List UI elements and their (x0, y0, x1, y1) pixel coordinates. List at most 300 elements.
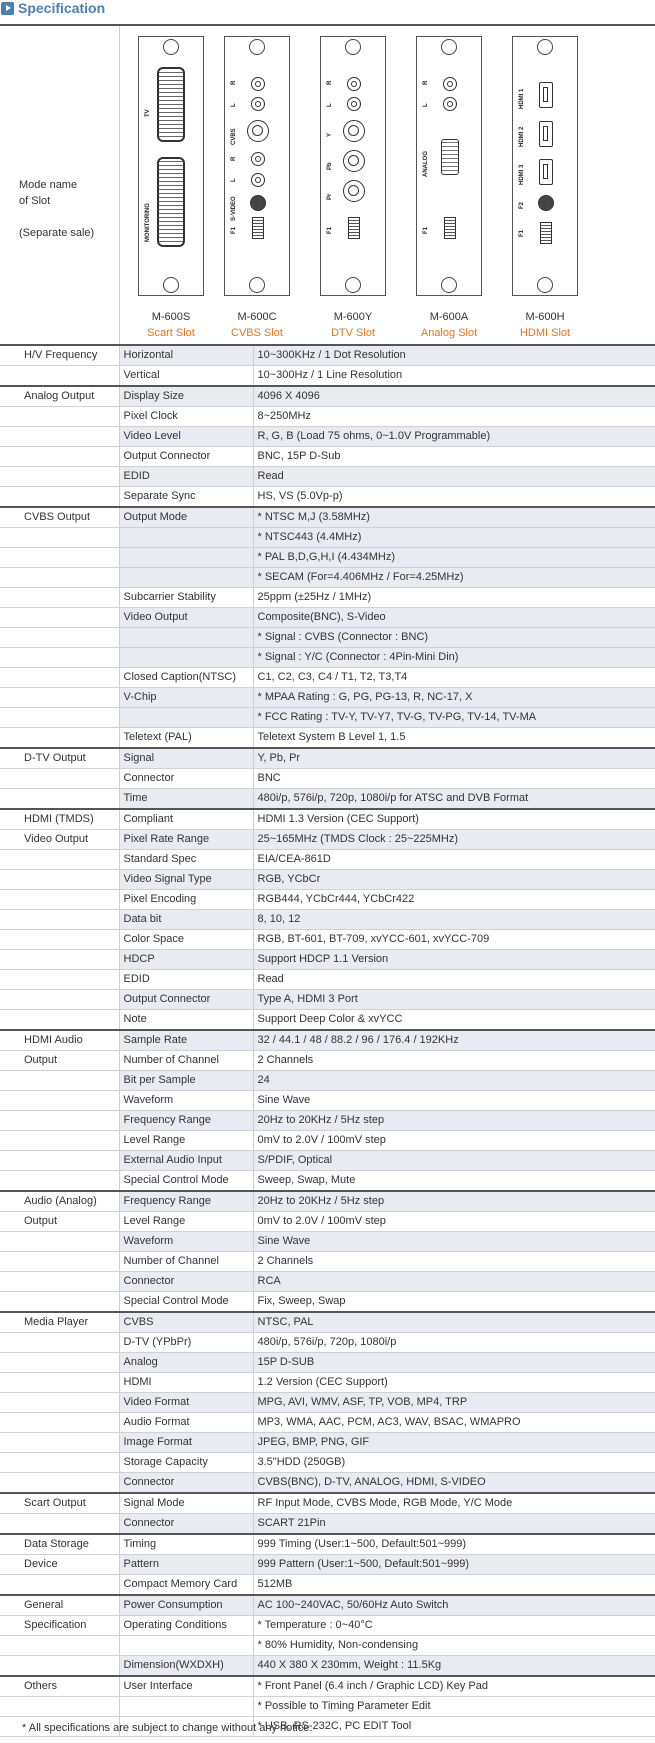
slot-type: HDMI Slot (519, 327, 571, 339)
rca-jack-icon (251, 97, 265, 111)
spec-row (0, 890, 655, 910)
section-name: D-TV Output (0, 748, 119, 769)
spec-value: RGB, BT-601, BT-709, xvYCC-601, xvYCC-709 (253, 930, 655, 950)
port-label: HDMI 1 (519, 88, 525, 109)
slot-panel (0, 26, 655, 346)
spec-row (0, 1051, 655, 1071)
spec-value: * NTSC443 (4.4MHz) (253, 528, 655, 548)
mode-name-line: of Slot (19, 195, 51, 207)
slot-caption (399, 309, 499, 341)
spec-value: JPEG, BMP, PNG, GIF (253, 1433, 655, 1453)
spec-value: 512MB (253, 1575, 655, 1596)
section-name (0, 1333, 119, 1353)
spec-label: CVBS (119, 1312, 253, 1333)
slot-caption (495, 309, 595, 341)
spec-value: * USB, RS-232C, PC EDIT Tool (253, 1717, 655, 1737)
spec-value: HDMI 1.3 Version (CEC Support) (253, 809, 655, 830)
spec-label: Video Format (119, 1393, 253, 1413)
port-label: R (423, 80, 429, 85)
section-name: Device (0, 1555, 119, 1575)
ribbon-connector-icon (252, 217, 264, 239)
section-name (0, 1636, 119, 1656)
spec-row (0, 1091, 655, 1111)
slot-type: CVBS Slot (231, 327, 283, 339)
port-label: CVBS (231, 128, 237, 145)
spec-value: * Front Panel (6.4 inch / Graphic LCD) Key Pad (253, 1676, 655, 1697)
spec-label: Storage Capacity (119, 1453, 253, 1473)
spec-value: RCA (253, 1272, 655, 1292)
spec-value: Y, Pb, Pr (253, 748, 655, 769)
spec-label: Output Connector (119, 990, 253, 1010)
spec-value: C1, C2, C3, C4 / T1, T2, T3,T4 (253, 668, 655, 688)
section-name (0, 910, 119, 930)
spec-row (0, 1272, 655, 1292)
spec-label: D-TV (YPbPr) (119, 1333, 253, 1353)
spec-label: Power Consumption (119, 1595, 253, 1616)
section-name (0, 467, 119, 487)
section-name (0, 407, 119, 427)
scart-connector-icon (157, 157, 185, 247)
section-name (0, 1010, 119, 1031)
spec-value: * Possible to Timing Parameter Edit (253, 1697, 655, 1717)
spec-value: * NTSC M,J (3.58MHz) (253, 507, 655, 528)
spec-row (0, 1534, 655, 1555)
section-name (0, 608, 119, 628)
spec-value: 20Hz to 20KHz / 5Hz step (253, 1111, 655, 1131)
spec-row (0, 628, 655, 648)
spec-row (0, 467, 655, 487)
section-name (0, 628, 119, 648)
spec-row (0, 1111, 655, 1131)
spec-row (0, 507, 655, 528)
spec-value: 999 Pattern (User:1~500, Default:501~999) (253, 1555, 655, 1575)
spec-label: Number of Channel (119, 1252, 253, 1272)
spec-value: 999 Timing (User:1~500, Default:501~999) (253, 1534, 655, 1555)
ribbon-connector-icon (540, 222, 552, 244)
spec-value: 25ppm (±25Hz / 1MHz) (253, 588, 655, 608)
spec-value: RF Input Mode, CVBS Mode, RGB Mode, Y/C Mode (253, 1493, 655, 1514)
spec-label: Compliant (119, 809, 253, 830)
section-name (0, 427, 119, 447)
section-name (0, 1171, 119, 1192)
mount-hole (441, 277, 457, 293)
spec-label: Level Range (119, 1212, 253, 1232)
spec-label: Connector (119, 1473, 253, 1494)
mini-din-icon (250, 195, 266, 211)
spec-row (0, 1453, 655, 1473)
spec-value: 8~250MHz (253, 407, 655, 427)
spec-row (0, 809, 655, 830)
spec-label (119, 548, 253, 568)
spec-row (0, 1353, 655, 1373)
spec-label (119, 1636, 253, 1656)
spec-label (119, 568, 253, 588)
spec-value: 0mV to 2.0V / 100mV step (253, 1212, 655, 1232)
spec-value: MP3, WMA, AAC, PCM, AC3, WAV, BSAC, WMAPRO (253, 1413, 655, 1433)
section-name (0, 1575, 119, 1596)
spec-row (0, 728, 655, 749)
section-name (0, 1071, 119, 1091)
slot-card-dtv (320, 36, 386, 296)
spec-label: Teletext (PAL) (119, 728, 253, 749)
section-name (0, 1656, 119, 1677)
spec-label: Special Control Mode (119, 1292, 253, 1313)
port-label: MONITORING (145, 203, 151, 242)
spec-value: Support Deep Color & xvYCC (253, 1010, 655, 1031)
spec-row (0, 1030, 655, 1051)
rca-jack-icon (347, 97, 361, 111)
port-label: R (231, 156, 237, 161)
spec-label: Video Output (119, 608, 253, 628)
slot-model: M-600C (237, 311, 277, 323)
port-label: F2 (519, 201, 525, 209)
mode-name-line: (Separate sale) (19, 227, 95, 239)
section-name (0, 1697, 119, 1717)
spec-row (0, 568, 655, 588)
spec-row (0, 447, 655, 467)
spec-value: * Signal : Y/C (Connector : 4Pin-Mini Din) (253, 648, 655, 668)
spec-row (0, 487, 655, 508)
spec-row (0, 688, 655, 708)
mount-hole (441, 39, 457, 55)
spec-value: * Temperature : 0~40°C (253, 1616, 655, 1636)
rca-jack-icon (251, 173, 265, 187)
spec-row (0, 789, 655, 810)
spec-row (0, 588, 655, 608)
spec-row (0, 427, 655, 447)
spec-label: Output Connector (119, 447, 253, 467)
hdmi-port-icon (539, 159, 553, 185)
spec-value: 480i/p, 576i/p, 720p, 1080i/p (253, 1333, 655, 1353)
spec-value: Composite(BNC), S-Video (253, 608, 655, 628)
section-name: CVBS Output (0, 507, 119, 528)
section-name (0, 1272, 119, 1292)
spec-label: Dimension(WXDXH) (119, 1656, 253, 1677)
spec-row (0, 1676, 655, 1697)
section-name (0, 930, 119, 950)
section-name (0, 708, 119, 728)
rca-jack-icon (347, 77, 361, 91)
section-name (0, 1473, 119, 1494)
spec-row (0, 870, 655, 890)
port-label: HDMI 3 (519, 164, 525, 185)
port-label: F1 (327, 226, 333, 234)
port-label: Pr (327, 193, 333, 200)
port-label: L (231, 178, 237, 182)
spec-value: RGB444, YCbCr444, YCbCr422 (253, 890, 655, 910)
spec-row (0, 345, 655, 366)
slot-model: M-600H (525, 311, 565, 323)
spec-row (0, 1433, 655, 1453)
port-label: S-VIDEO (231, 196, 237, 221)
spec-value: Fix, Sweep, Swap (253, 1292, 655, 1313)
section-name (0, 1514, 119, 1535)
spec-value: 8, 10, 12 (253, 910, 655, 930)
spec-label: Special Control Mode (119, 1171, 253, 1192)
spec-label: Pixel Clock (119, 407, 253, 427)
spec-label: V-Chip (119, 688, 253, 708)
port-label: HDMI 2 (519, 126, 525, 147)
spec-label: Level Range (119, 1131, 253, 1151)
port-label: R (327, 80, 333, 85)
spec-row (0, 1697, 655, 1717)
spec-value: 15P D-SUB (253, 1353, 655, 1373)
slot-caption (121, 309, 221, 341)
spec-row (0, 1636, 655, 1656)
spec-label: Video Signal Type (119, 870, 253, 890)
port-label: Y (327, 132, 333, 137)
spec-value: Sine Wave (253, 1091, 655, 1111)
section-name (0, 1091, 119, 1111)
spec-row (0, 1473, 655, 1494)
spec-label: Signal Mode (119, 1493, 253, 1514)
section-name (0, 1393, 119, 1413)
spec-row (0, 366, 655, 387)
spec-label: EDID (119, 467, 253, 487)
spec-row (0, 1131, 655, 1151)
spec-label: HDCP (119, 950, 253, 970)
spec-label: Frequency Range (119, 1191, 253, 1212)
spec-value: CVBS(BNC), D-TV, ANALOG, HDMI, S-VIDEO (253, 1473, 655, 1494)
spec-row (0, 1071, 655, 1091)
spec-value: 20Hz to 20KHz / 5Hz step (253, 1191, 655, 1212)
spec-label: Signal (119, 748, 253, 769)
spec-row (0, 1595, 655, 1616)
hdmi-port-icon (539, 121, 553, 147)
section-name: Others (0, 1676, 119, 1697)
section-name (0, 588, 119, 608)
spec-value: BNC (253, 769, 655, 789)
mount-hole (249, 39, 265, 55)
port-label: L (423, 103, 429, 107)
spec-label: External Audio Input (119, 1151, 253, 1171)
spec-label: Connector (119, 1514, 253, 1535)
spec-label: Time (119, 789, 253, 810)
spec-value: EIA/CEA-861D (253, 850, 655, 870)
spec-row (0, 528, 655, 548)
spec-row (0, 1393, 655, 1413)
mount-hole (163, 277, 179, 293)
spec-row (0, 990, 655, 1010)
section-name: Data Storage (0, 1534, 119, 1555)
section-name (0, 728, 119, 749)
spec-label: Timing (119, 1534, 253, 1555)
spec-row (0, 1555, 655, 1575)
section-name (0, 487, 119, 508)
spec-value: * SECAM (For=4.406MHz / For=4.25MHz) (253, 568, 655, 588)
footnote: * All specifications are subject to change without any notice. (22, 1722, 313, 1734)
spec-value: Sweep, Swap, Mute (253, 1171, 655, 1192)
section-name: HDMI (TMDS) (0, 809, 119, 830)
spec-value: HS, VS (5.0Vp-p) (253, 487, 655, 508)
spec-row (0, 1373, 655, 1393)
spec-row (0, 1212, 655, 1232)
slot-type: Scart Slot (147, 327, 195, 339)
spec-value: Type A, HDMI 3 Port (253, 990, 655, 1010)
spec-row (0, 1493, 655, 1514)
section-name: Audio (Analog) (0, 1191, 119, 1212)
spec-label: Compact Memory Card (119, 1575, 253, 1596)
spec-value: SCART 21Pin (253, 1514, 655, 1535)
spec-row (0, 1413, 655, 1433)
spec-value: Support HDCP 1.1 Version (253, 950, 655, 970)
spec-row (0, 1010, 655, 1031)
section-name: Analog Output (0, 386, 119, 407)
section-name (0, 668, 119, 688)
spec-row (0, 548, 655, 568)
port-label: F1 (519, 229, 525, 237)
mount-hole (537, 277, 553, 293)
section-name (0, 1111, 119, 1131)
spec-label: Subcarrier Stability (119, 588, 253, 608)
slot-card-analog (416, 36, 482, 296)
section-name: Output (0, 1212, 119, 1232)
mode-name-label (19, 177, 94, 241)
spec-value: * PAL B,D,G,H,I (4.434MHz) (253, 548, 655, 568)
spec-row (0, 608, 655, 628)
spec-label: EDID (119, 970, 253, 990)
spec-value: 3.5"HDD (250GB) (253, 1453, 655, 1473)
section-name: Output (0, 1051, 119, 1071)
section-name (0, 688, 119, 708)
port-label: R (231, 80, 237, 85)
hdmi-port-icon (539, 82, 553, 108)
section-name (0, 1453, 119, 1473)
rca-jack-icon (443, 77, 457, 91)
spec-value: Read (253, 467, 655, 487)
spec-row (0, 850, 655, 870)
spec-label: Pattern (119, 1555, 253, 1575)
section-name (0, 850, 119, 870)
spec-label: Note (119, 1010, 253, 1031)
spec-label: Standard Spec (119, 850, 253, 870)
spec-value: NTSC, PAL (253, 1312, 655, 1333)
spec-value: 440 X 380 X 230mm, Weight : 11.5Kg (253, 1656, 655, 1677)
spec-value: Sine Wave (253, 1232, 655, 1252)
spec-value: 2 Channels (253, 1252, 655, 1272)
spec-row (0, 1151, 655, 1171)
spec-row (0, 1171, 655, 1192)
spec-label: Sample Rate (119, 1030, 253, 1051)
spec-label: Video Level (119, 427, 253, 447)
spec-label: Color Space (119, 930, 253, 950)
spec-value: 24 (253, 1071, 655, 1091)
spec-row (0, 1514, 655, 1535)
spec-value: 0mV to 2.0V / 100mV step (253, 1131, 655, 1151)
spec-value: * FCC Rating : TV-Y, TV-Y7, TV-G, TV-PG, TV-14, TV-MA (253, 708, 655, 728)
section-name (0, 528, 119, 548)
spec-row (0, 407, 655, 427)
port-label: Pb (327, 162, 333, 170)
spec-label: Operating Conditions (119, 1616, 253, 1636)
spec-value: 480i/p, 576i/p, 720p, 1080i/p for ATSC and DVB Format (253, 789, 655, 810)
page-header (0, 0, 655, 22)
spec-value: BNC, 15P D-Sub (253, 447, 655, 467)
spec-label: Waveform (119, 1232, 253, 1252)
spec-row (0, 748, 655, 769)
spec-value: 25~165MHz (TMDS Clock : 25~225MHz) (253, 830, 655, 850)
section-name (0, 990, 119, 1010)
section-name (0, 1131, 119, 1151)
section-name (0, 970, 119, 990)
spec-row (0, 386, 655, 407)
spec-row (0, 769, 655, 789)
section-name (0, 1373, 119, 1393)
port-label: TV (145, 109, 151, 117)
section-name: Video Output (0, 830, 119, 850)
slot-caption (303, 309, 403, 341)
slot-type: DTV Slot (330, 327, 375, 339)
slot-card-scart (138, 36, 204, 296)
spec-row (0, 1575, 655, 1596)
spec-label: Pixel Rate Range (119, 830, 253, 850)
section-name (0, 366, 119, 387)
spec-value: Teletext System B Level 1, 1.5 (253, 728, 655, 749)
spec-row (0, 648, 655, 668)
spec-value: 2 Channels (253, 1051, 655, 1071)
spec-value: * 80% Humidity, Non-condensing (253, 1636, 655, 1656)
slot-card-hdmi (512, 36, 578, 296)
section-name (0, 1151, 119, 1171)
section-name (0, 548, 119, 568)
slot-model: M-600Y (333, 311, 373, 323)
spec-label: Analog (119, 1353, 253, 1373)
spec-label: Connector (119, 1272, 253, 1292)
spec-label: Separate Sync (119, 487, 253, 508)
section-name (0, 568, 119, 588)
scart-connector-icon (157, 67, 185, 142)
spec-label: User Interface (119, 1676, 253, 1697)
port-label: L (327, 103, 333, 107)
section-name (0, 1232, 119, 1252)
spec-row (0, 950, 655, 970)
bnc-connector-icon (247, 120, 269, 142)
section-name (0, 1413, 119, 1433)
spec-value: 4096 X 4096 (253, 386, 655, 407)
port-label: L (231, 103, 237, 107)
port-label: F1 (231, 226, 237, 234)
spec-row (0, 1312, 655, 1333)
ribbon-connector-icon (348, 217, 360, 239)
bnc-connector-icon (343, 120, 365, 142)
spec-value: * MPAA Rating : G, PG, PG-13, R, NC-17, X (253, 688, 655, 708)
spec-label (119, 708, 253, 728)
spec-row (0, 1656, 655, 1677)
spec-table (0, 344, 655, 1737)
mode-name-line (19, 209, 94, 225)
spec-label: Display Size (119, 386, 253, 407)
spec-value: MPG, AVI, WMV, ASF, TP, VOB, MP4, TRP (253, 1393, 655, 1413)
mount-hole (345, 39, 361, 55)
spec-value: Read (253, 970, 655, 990)
spec-label (119, 628, 253, 648)
spec-row (0, 1292, 655, 1313)
section-name: H/V Frequency (0, 345, 119, 366)
d-sub-connector-icon (441, 139, 459, 175)
spec-label: Connector (119, 769, 253, 789)
section-name (0, 1433, 119, 1453)
section-name: Media Player (0, 1312, 119, 1333)
port-label: F1 (423, 226, 429, 234)
spec-label: Bit per Sample (119, 1071, 253, 1091)
spec-row (0, 668, 655, 688)
spec-row (0, 910, 655, 930)
spec-label: Pixel Encoding (119, 890, 253, 910)
section-name: Scart Output (0, 1493, 119, 1514)
spec-value: S/PDIF, Optical (253, 1151, 655, 1171)
spec-label: Data bit (119, 910, 253, 930)
mount-hole (345, 277, 361, 293)
